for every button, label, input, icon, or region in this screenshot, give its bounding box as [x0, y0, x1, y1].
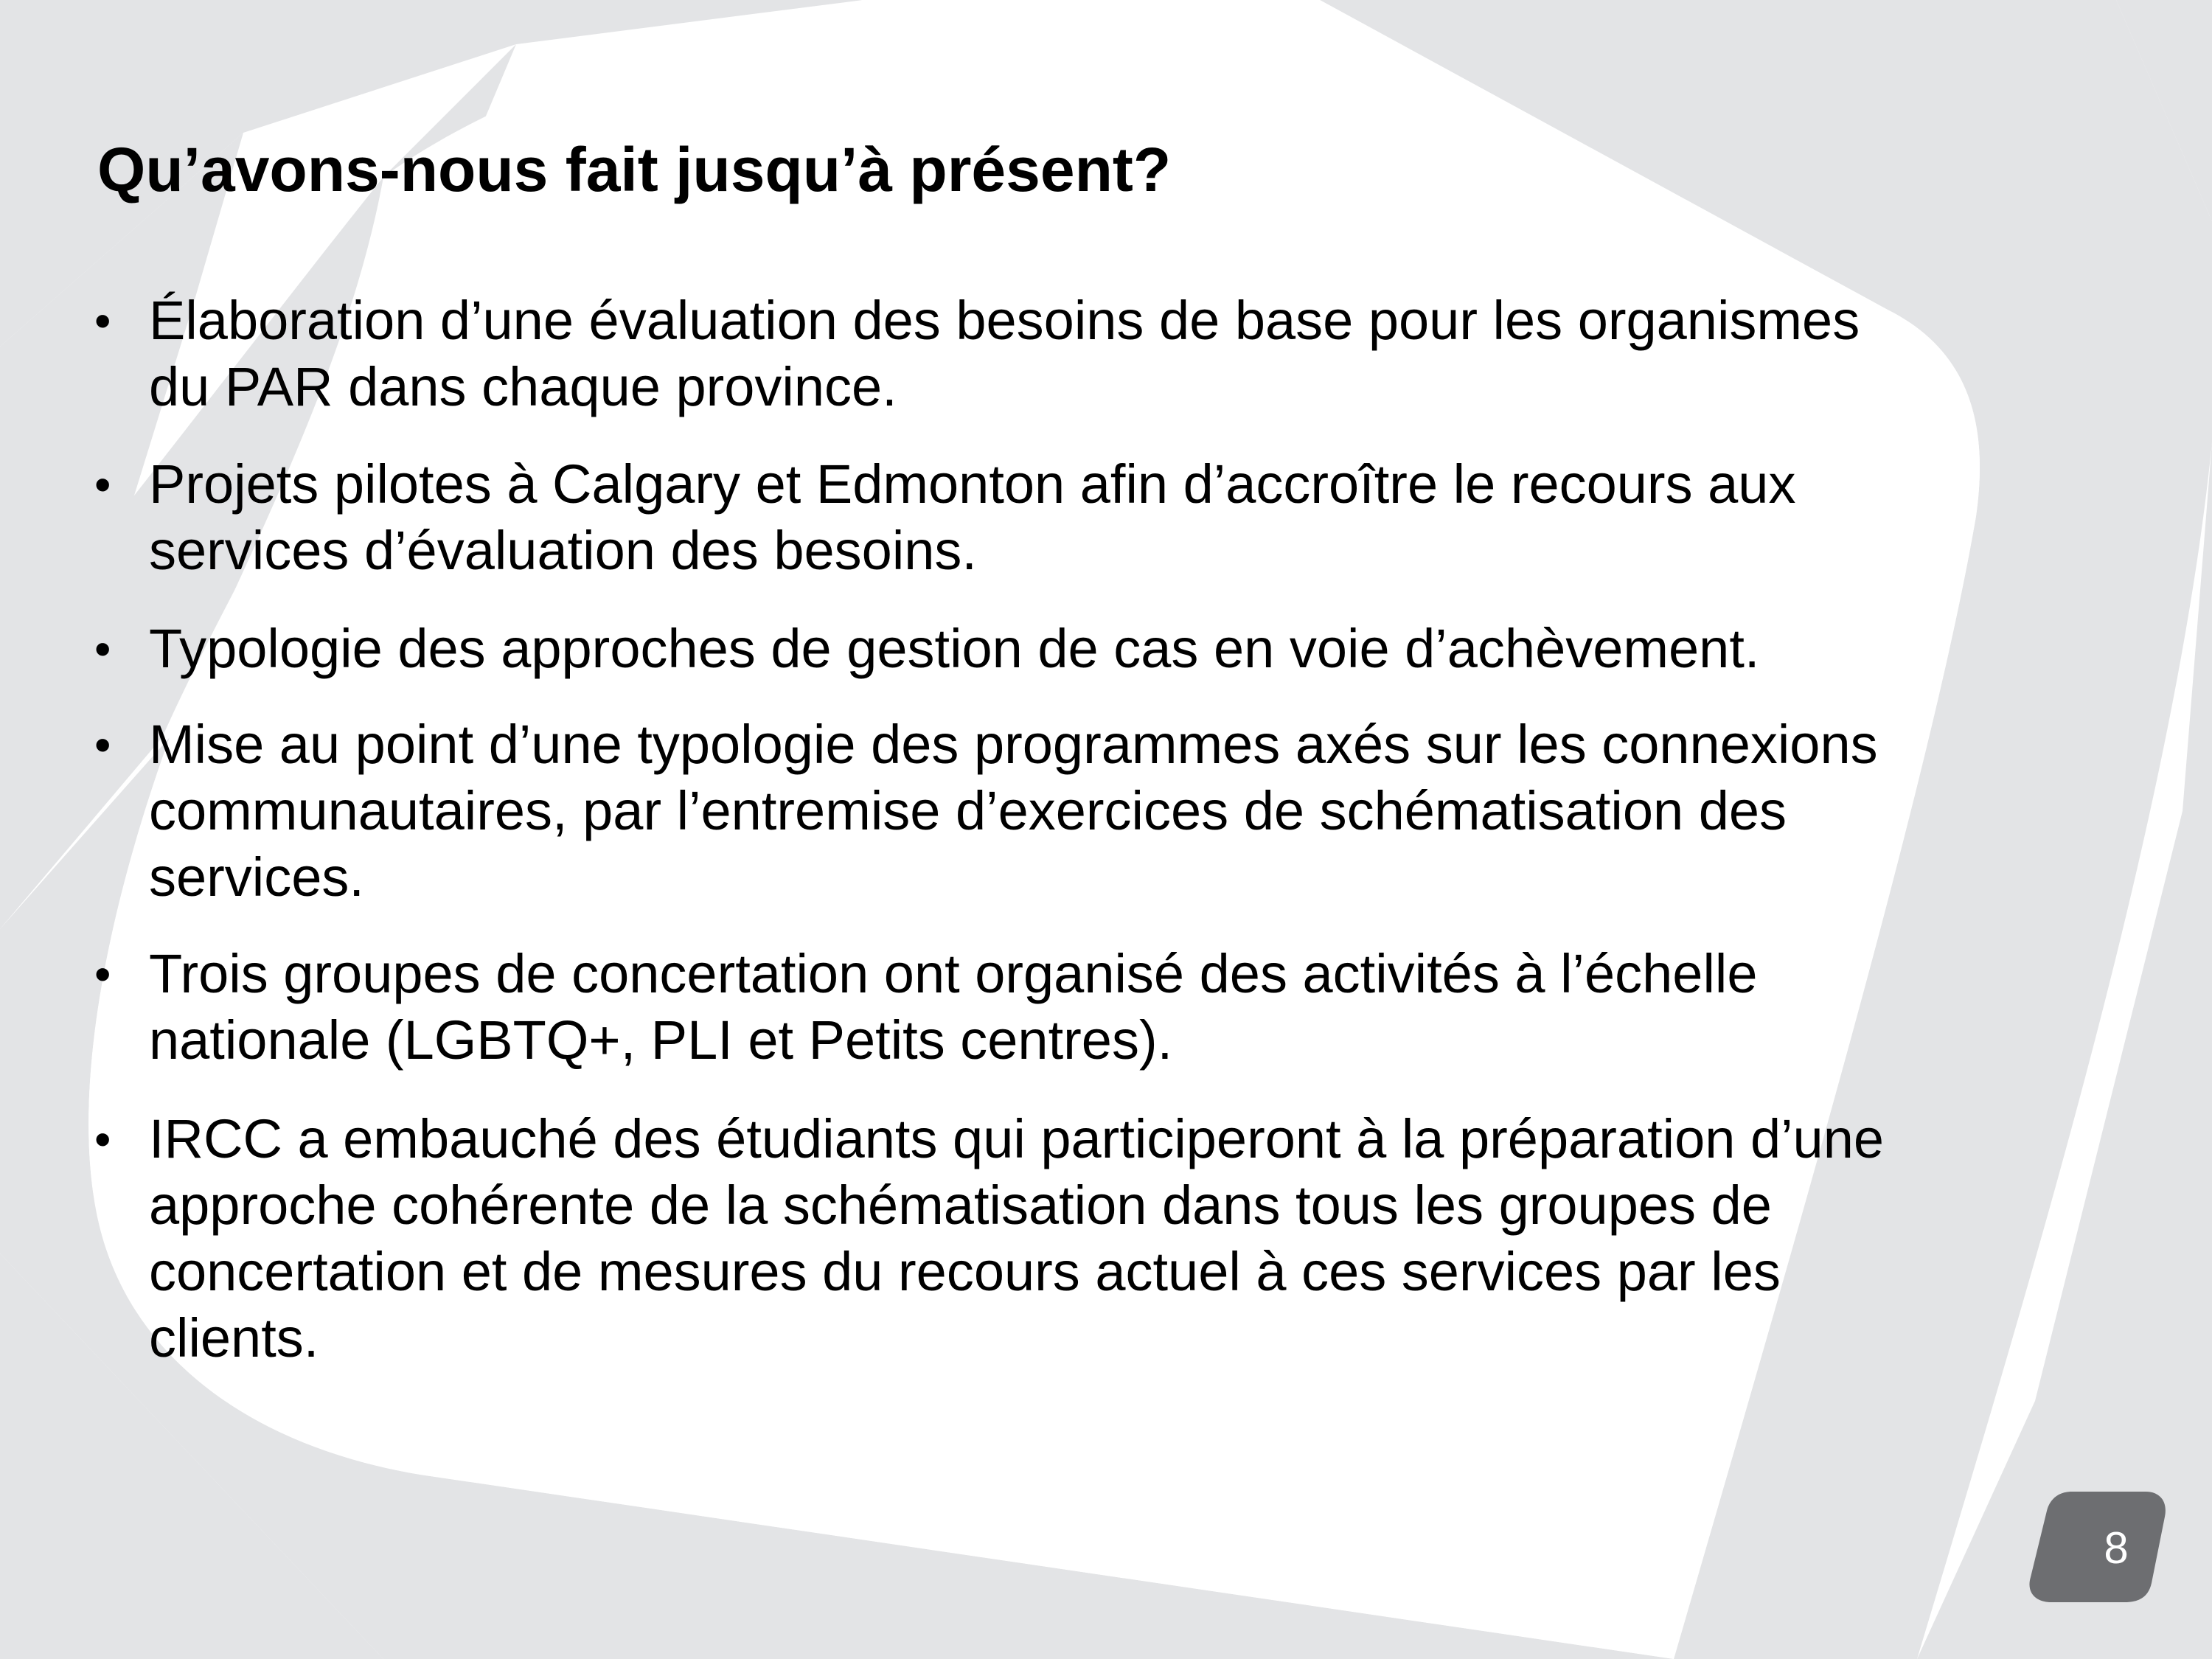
slide-title: Qu’avons-nous fait jusqu’à présent?	[97, 135, 1172, 204]
bullet-text	[149, 941, 2140, 1074]
bullet-line: communautaires, par l’entremise d’exercices de schématisation des	[149, 780, 1787, 841]
bullet-icon: •	[94, 1113, 111, 1166]
bullet-text	[149, 288, 2140, 420]
bullet-text	[149, 451, 2140, 584]
bullet-icon: •	[94, 718, 111, 771]
bullet-line: Mise au point d’une typologie des programmes axés sur les connexions	[149, 714, 1878, 775]
bullet-line: services.	[149, 846, 364, 908]
bullet-line: Projets pilotes à Calgary et Edmonton afin d’accroître le recours aux	[149, 453, 1796, 515]
bullet-icon: •	[94, 947, 111, 1001]
bullet-line: clients.	[149, 1307, 319, 1368]
bullet-text	[149, 616, 2140, 682]
bullet-text	[149, 1106, 2140, 1371]
page-number: 8	[2104, 1523, 2129, 1573]
bullet-line: nationale (LGBTQ+, PLI et Petits centres).	[149, 1009, 1173, 1071]
bullet-line: IRCC a embauché des étudiants qui participeront à la préparation d’une	[149, 1108, 1885, 1169]
bullet-text	[149, 712, 2140, 911]
bullet-icon: •	[94, 458, 111, 511]
bullet-line: services d’évaluation des besoins.	[149, 520, 977, 581]
bullet-icon: •	[94, 622, 111, 675]
bullet-line: du PAR dans chaque province.	[149, 356, 897, 417]
bullet-line: Élaboration d’une évaluation des besoins de base pour les organismes	[149, 290, 1860, 351]
bullet-line: approche cohérente de la schématisation dans tous les groupes de	[149, 1175, 1772, 1236]
bullet-line: concertation et de mesures du recours actuel à ces services par les	[149, 1241, 1781, 1302]
bullet-line: Trois groupes de concertation ont organisé des activités à l’échelle	[149, 943, 1758, 1004]
bullet-line: Typologie des approches de gestion de cas en voie d’achèvement.	[149, 618, 1760, 679]
bullet-icon: •	[94, 294, 111, 347]
